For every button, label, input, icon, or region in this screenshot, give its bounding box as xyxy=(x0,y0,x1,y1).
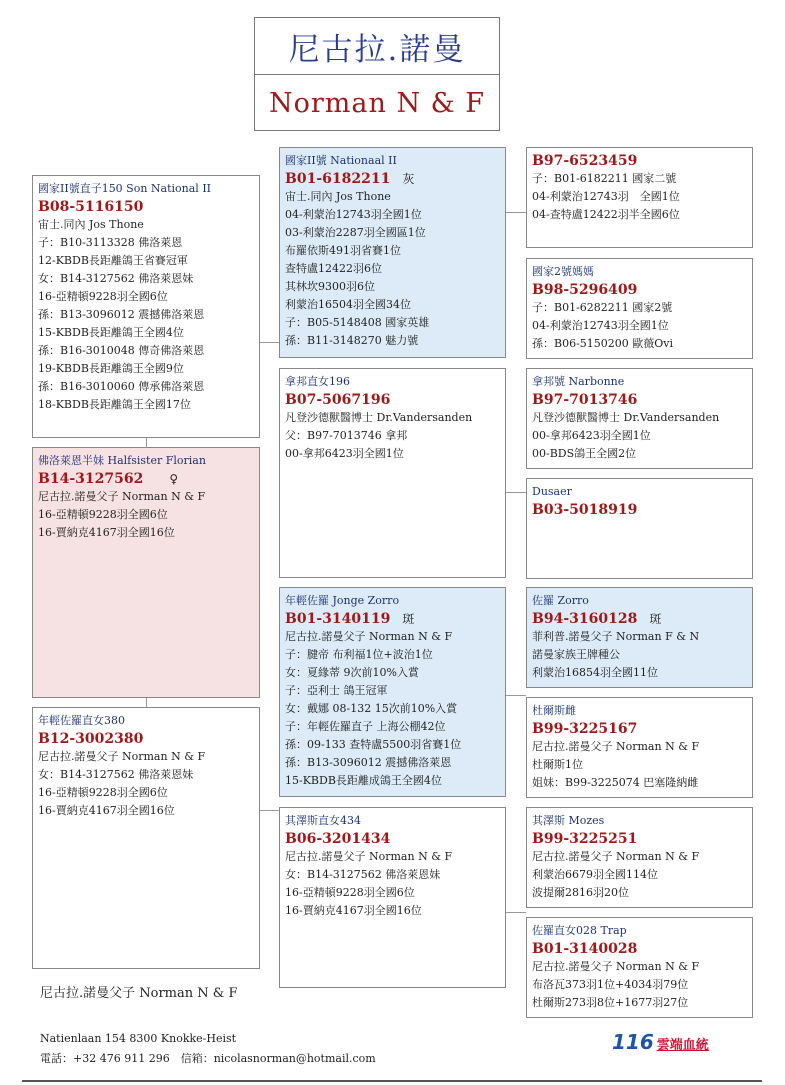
info-line: 00-BDS鴿王全國2位 xyxy=(532,447,637,460)
info-line: 女：B14-3127562 佛洛萊恩妹 xyxy=(285,868,441,881)
ancestor-card xyxy=(526,258,753,359)
pigeon-name: 佐羅 Zorro xyxy=(532,594,589,607)
info-line: 孫：B11-3148270 魅力號 xyxy=(285,334,419,347)
title-english: Norman N & F xyxy=(268,87,486,119)
subject-card xyxy=(32,175,260,438)
cloud-pedigree-logo xyxy=(612,1030,709,1054)
connector-line xyxy=(505,492,526,493)
info-line: 18-KBDB長距離鴿王全國17位 xyxy=(38,398,191,411)
info-line: 孫：B13-3096012 震撼佛洛萊恩 xyxy=(38,308,205,321)
halfsister-card xyxy=(32,447,260,698)
info-line: 宙士.同內 Jos Thone xyxy=(285,190,391,203)
breeder-address: Natienlaan 154 8300 Knokke-Heist xyxy=(40,1032,237,1045)
pigeon-name: 佛洛萊恩半妹 Halfsister Florian xyxy=(38,454,206,467)
info-line: 尼古拉.諾曼父子 Norman N & F xyxy=(532,740,700,753)
info-line: 姐妹：B99-3225074 巴塞隆納雌 xyxy=(532,776,699,789)
info-line: 凡登沙德獸醫博士 Dr.Vandersanden xyxy=(285,411,473,424)
info-line: 女：戴娜 08-132 15次前10%入賞 xyxy=(285,702,458,715)
info-line: 子：年輕佐羅直子 上海公棚42位 xyxy=(285,720,446,733)
connector-line xyxy=(505,912,526,913)
info-line: 尼古拉.諾曼父子 Norman N & F xyxy=(38,750,206,763)
connector-line xyxy=(259,810,280,811)
info-line: 利蒙治6679羽全國114位 xyxy=(532,868,658,881)
info-line: 16-亞精頓9228羽全國6位 xyxy=(38,508,168,521)
ring-number: B99-3225251 xyxy=(532,831,638,847)
ring-number: B14-3127562 ♀ xyxy=(38,471,179,487)
ring-number: B06-3201434 xyxy=(285,831,391,847)
info-line: 孫：B16-3010048 傳奇佛洛萊恩 xyxy=(38,344,205,357)
info-line: 孫：B13-3096012 震撼佛洛萊恩 xyxy=(285,756,452,769)
info-line: 查特盧12422羽6位 xyxy=(285,262,382,275)
info-line: 子：B10-3113328 佛洛萊恩 xyxy=(38,236,183,249)
info-line: 子：B01-6182211 國家二號 xyxy=(532,172,677,185)
ancestor-card xyxy=(526,147,753,248)
info-line: 04-利蒙治12743羽全國1位 xyxy=(285,208,422,221)
info-line: 16-賈納克4167羽全國16位 xyxy=(38,804,175,817)
info-line: 00-拿邦6423羽全國1位 xyxy=(532,429,651,442)
sire-card xyxy=(279,147,506,358)
info-line: 04-利蒙治12743羽 全國1位 xyxy=(532,190,680,203)
info-line: 子：B01-6282211 國家2號 xyxy=(532,301,673,314)
info-line: 父：B97-7013746 拿邦 xyxy=(285,429,408,442)
dam-card xyxy=(32,707,260,969)
info-line: 女：B14-3127562 佛洛萊恩妹 xyxy=(38,768,194,781)
info-line: 孫：B16-3010060 傳承佛洛萊恩 xyxy=(38,380,205,393)
info-line: 03-利蒙治2287羽全國區1位 xyxy=(285,226,426,239)
info-line: 女：B14-3127562 佛洛萊恩妹 xyxy=(38,272,194,285)
mozes-daughter-card xyxy=(279,807,506,988)
pigeon-name: 其澤斯直女434 xyxy=(285,814,361,827)
ancestor-card xyxy=(526,697,753,798)
bottom-divider xyxy=(22,1080,762,1082)
ring-number: B07-5067196 xyxy=(285,392,391,408)
ring-number: B01-6182211 灰 xyxy=(285,171,415,187)
info-line: 04-利蒙治12743羽全國1位 xyxy=(532,319,669,332)
ring-number: B94-3160128 斑 xyxy=(532,611,662,627)
connector-line xyxy=(146,697,147,707)
info-line: 利蒙治16854羽全國11位 xyxy=(532,666,658,679)
pigeon-name: Dusaer xyxy=(532,485,572,498)
info-line: 尼古拉.諾曼父子 Norman N & F xyxy=(532,850,700,863)
pigeon-name: 年輕佐羅直女380 xyxy=(38,714,125,727)
ring-number: B97-7013746 xyxy=(532,392,638,408)
ring-number: B03-5018919 xyxy=(532,502,638,518)
ring-number: B12-3002380 xyxy=(38,731,144,747)
info-line: 19-KBDB長距離鴿王全國9位 xyxy=(38,362,184,375)
pigeon-name: 國家2號媽媽 xyxy=(532,265,594,278)
pigeon-name: 杜爾斯雌 xyxy=(532,704,576,717)
info-line: 尼古拉.諾曼父子 Norman N & F xyxy=(38,490,206,503)
info-line: 諾曼家族王牌種公 xyxy=(532,648,620,661)
ring-number: B08-5116150 xyxy=(38,199,144,215)
info-line: 波提爾2816羽20位 xyxy=(532,886,629,899)
info-line: 孫：B06-5150200 歐薇Ovi xyxy=(532,337,674,350)
info-line: 尼古拉.諾曼父子 Norman N & F xyxy=(285,630,453,643)
pigeon-name: 其澤斯 Mozes xyxy=(532,814,605,827)
ring-number: B99-3225167 xyxy=(532,721,638,737)
logo-number: 116 xyxy=(612,1030,654,1054)
pigeon-name: 年輕佐羅 Jonge Zorro xyxy=(285,594,400,607)
info-line: 子：B05-5148408 國家英雄 xyxy=(285,316,430,329)
connector-line xyxy=(259,342,280,343)
info-line: 16-賈納克4167羽全國16位 xyxy=(38,526,175,539)
info-line: 16-亞精頓9228羽全國6位 xyxy=(285,886,415,899)
jonge-zorro-card xyxy=(279,587,506,797)
color-label: 灰 xyxy=(402,172,415,186)
info-line: 子：腱帝 布利福1位+波治1位 xyxy=(285,648,433,661)
info-line: 00-拿邦6423羽全國1位 xyxy=(285,447,404,460)
info-line: 16-亞精頓9228羽全國6位 xyxy=(38,290,168,303)
info-line: 杜爾斯273羽8位+1677羽27位 xyxy=(532,996,689,1009)
breeder-name: 尼古拉.諾曼父子 Norman N & F xyxy=(40,986,238,1001)
color-label: 斑 xyxy=(649,612,662,626)
connector-line xyxy=(505,695,526,696)
info-line: 16-亞精頓9228羽全國6位 xyxy=(38,786,168,799)
sire-dam-card xyxy=(279,368,506,578)
info-line: 女：夏緣蒂 9次前10%入賞 xyxy=(285,666,419,679)
ring-number: B01-3140119 斑 xyxy=(285,611,415,627)
info-line: 杜爾斯1位 xyxy=(532,758,583,771)
info-line: 凡登沙德獸醫博士 Dr.Vandersanden xyxy=(532,411,720,424)
pigeon-name: 國家II號 Nationaal II xyxy=(285,154,397,167)
info-line: 尼古拉.諾曼父子 Norman N & F xyxy=(285,850,453,863)
pigeon-name: 拿邦直女196 xyxy=(285,375,350,388)
info-line: 其林坎9300羽6位 xyxy=(285,280,375,293)
pigeon-name: 國家II號直子150 Son National II xyxy=(38,182,212,195)
info-line: 12-KBDB長距離鴿王省賽冠軍 xyxy=(38,254,188,267)
info-line: 尼古拉.諾曼父子 Norman N & F xyxy=(532,960,700,973)
connector-line xyxy=(505,212,526,213)
info-line: 15-KBDB長距離成鴿王全國4位 xyxy=(285,774,442,787)
ancestor-card xyxy=(526,587,753,688)
info-line: 宙士.同內 Jos Thone xyxy=(38,218,144,231)
pigeon-name: 佐羅直女028 Trap xyxy=(532,924,627,937)
info-line: 子：亞利士 鴿王冠軍 xyxy=(285,684,388,697)
logo-text: 雲端血統 xyxy=(656,1038,709,1053)
ancestor-card xyxy=(526,807,753,908)
info-line: 15-KBDB長距離鴿王全國4位 xyxy=(38,326,184,339)
pigeon-name: 拿邦號 Narbonne xyxy=(532,375,625,388)
ring-number: B01-3140028 xyxy=(532,941,638,957)
connector-line xyxy=(146,437,147,447)
info-line: 04-查特盧12422羽半全國6位 xyxy=(532,208,680,221)
female-sex-icon: ♀ xyxy=(169,472,179,486)
info-line: 利蒙治16504羽全國34位 xyxy=(285,298,411,311)
ancestor-card xyxy=(526,478,753,579)
info-line: 16-賈納克4167羽全國16位 xyxy=(285,904,422,917)
title-chinese: 尼古拉.諾曼 xyxy=(255,18,499,75)
ancestor-card xyxy=(526,368,753,469)
ring-number: B98-5296409 xyxy=(532,282,638,298)
info-line: 布洛瓦373羽1位+4034羽79位 xyxy=(532,978,689,991)
title-box xyxy=(254,17,500,131)
info-line: 菲利普.諾曼父子 Norman F & N xyxy=(532,630,700,643)
info-line: 孫：09-133 查特盧5500羽省賽1位 xyxy=(285,738,462,751)
breeder-contact: 電話：+32 476 911 296 信箱：nicolasnorman@hotmail.com xyxy=(40,1052,376,1065)
info-line: 布羅依斯491羽省賽1位 xyxy=(285,244,401,257)
ring-number: B97-6523459 xyxy=(532,153,638,169)
ancestor-card xyxy=(526,917,753,1018)
color-label: 斑 xyxy=(402,612,415,626)
